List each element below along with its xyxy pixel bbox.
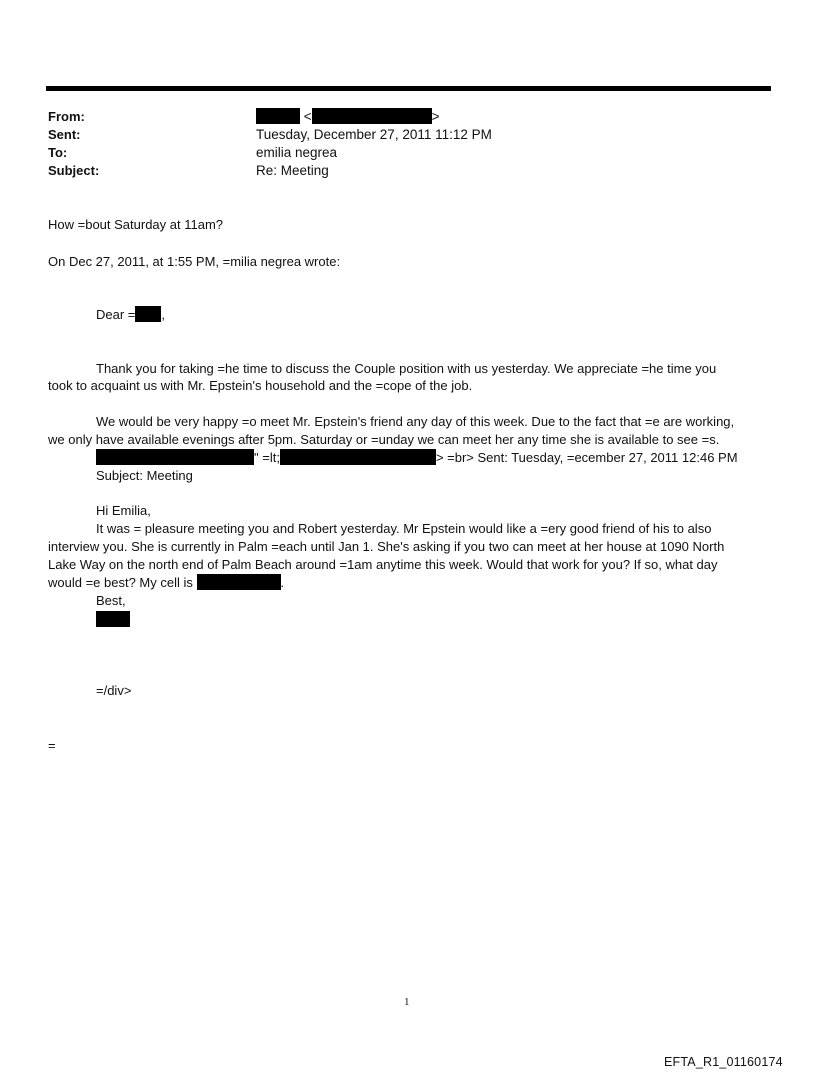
document-id: EFTA_R1_01160174: [664, 1055, 783, 1069]
p1-line1: Thank you for taking =he time to discuss the Couple position with us yesterday. We appreciate =he time you: [96, 361, 717, 376]
p3-line4-prefix: would =e best? My cell is: [48, 575, 193, 590]
p1-line2: took to acquaint us with Mr. Epstein's household and the =cope of the job.: [48, 378, 473, 393]
to-value: emilia negrea: [256, 145, 338, 160]
header-rule: [46, 86, 771, 91]
from-gt: >: [431, 109, 440, 124]
from-label: From:: [48, 109, 85, 124]
dear-prefix: Dear =: [96, 307, 136, 322]
p3-line1: It was = pleasure meeting you and Robert yesterday. Mr Epstein would like a =ery good friend of his to also: [96, 521, 712, 536]
to-label: To:: [48, 145, 68, 160]
redaction-forward-email: [280, 449, 436, 465]
subject-value: Re: Meeting: [256, 163, 329, 178]
page-number: 1: [404, 996, 410, 1008]
greeting: Hi Emilia,: [96, 503, 151, 518]
subject-label: Subject:: [48, 163, 100, 178]
p3-line3: Lake Way on the north end of Palm Beach around =1am anytime this week. Would that work for you? If so, what day: [48, 557, 718, 572]
p3-line2: interview you. She is currently in Palm =each until Jan 1. She's asking if you two can meet at her house at 1090 North: [48, 539, 725, 554]
redaction-forward-name: [96, 449, 254, 465]
forward-header-line: [96, 449, 738, 467]
redaction-cell-number: [197, 574, 281, 590]
redaction-recipient-name: [135, 306, 161, 322]
p3-line4-suffix: .: [280, 575, 285, 590]
forward-end: > =br> Sent: Tuesday, =ecember 27, 2011 12:46 PM: [435, 450, 738, 465]
sent-label: Sent:: [48, 127, 81, 142]
redaction-signature: [96, 611, 130, 627]
signoff: Best,: [96, 593, 126, 608]
sent-value: Tuesday, December 27, 2011 11:12 PM: [256, 127, 492, 142]
reply-line: How =bout Saturday at 11am?: [48, 217, 224, 232]
p2-line2: we only have available evenings after 5pm. Saturday or =unday we can meet her any time she is available to see =s.: [48, 432, 720, 447]
dear-line: [96, 306, 165, 324]
p3-line4: [48, 574, 284, 592]
dear-suffix: ,: [161, 307, 166, 322]
redaction-sender-email: [312, 108, 432, 124]
p2-line1: We would be very happy =o meet Mr. Epstein's friend any day of this week. Due to the fact that =e are working,: [96, 414, 735, 429]
forward-subject: Subject: Meeting: [96, 468, 193, 483]
quote-intro: On Dec 27, 2011, at 1:55 PM, =milia negrea wrote:: [48, 254, 341, 269]
from-value: [256, 108, 440, 126]
trailing-equals: =: [48, 738, 56, 753]
from-lt: <: [303, 109, 312, 124]
div-close: =/div>: [96, 683, 132, 698]
forward-mid: " =lt;: [254, 450, 280, 465]
redaction-sender-name: [256, 108, 300, 124]
